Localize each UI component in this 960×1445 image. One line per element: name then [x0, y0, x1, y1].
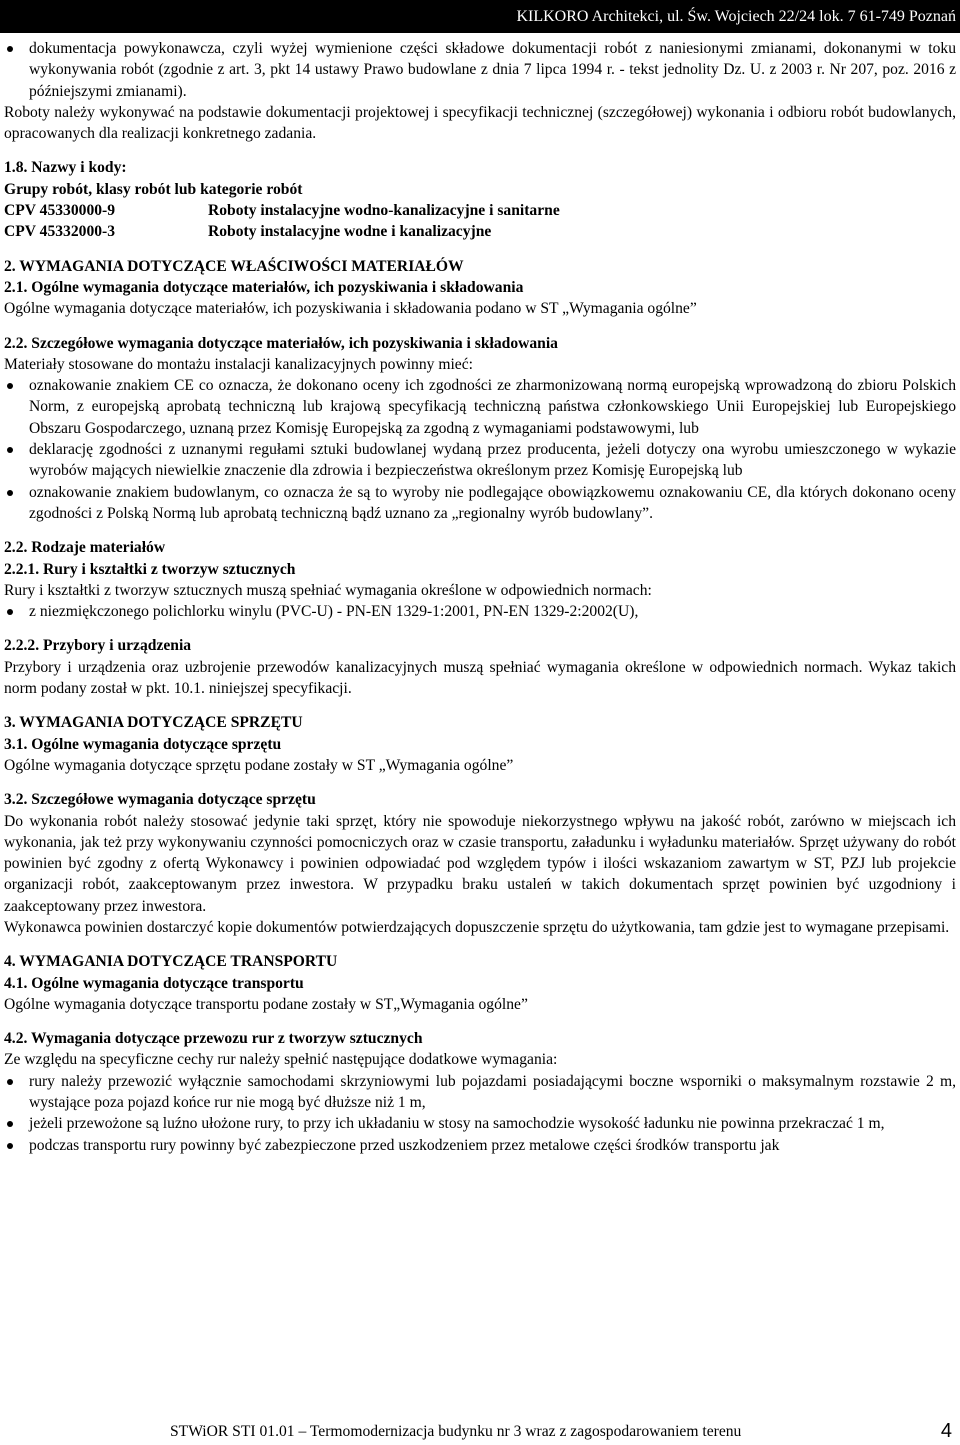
- cpv-row: [4, 200, 956, 221]
- section-1-8-subtitle: Grupy robót, klasy robót lub kategorie robót: [4, 180, 303, 198]
- section-3-2-heading: 3.2. Szczegółowe wymagania dotyczące sprzętu: [4, 791, 316, 809]
- section-2-heading: 2. WYMAGANIA DOTYCZĄCE WŁAŚCIWOŚCI MATERIAŁÓW: [4, 257, 464, 275]
- cpv-code: CPV 45330000-9: [4, 202, 116, 220]
- section-4-1-heading: 4.1. Ogólne wymagania dotyczące transportu: [4, 974, 304, 992]
- cpv-code: CPV 45332000-3: [4, 223, 116, 241]
- section-2-2-1-text: Rury i kształtki z tworzyw sztucznych muszą spełniać wymagania określone w odpowiednich normach:: [4, 581, 652, 599]
- list-item: oznakowanie znakiem budowlanym, co oznacza że są to wyroby nie podlegające obowiązkowemu oznakowaniu CE, dla których dokonano oceny zgodności z Polską Normą lub aprobatą techniczną bądź uznano za „regionalny wyrób budowlany”.: [4, 482, 956, 525]
- intro-list: [4, 38, 956, 102]
- section-3-2-text: Do wykonania robót należy stosować jedynie taki sprzęt, który nie spowoduje niekorzystnego wpływu na jakość robót, zarówno w miejscach ich wykonania, jak też przy wykonywaniu czynności pomocniczych oraz w czasie transportu, załadunku i wyładunku materiałów. Sprzęt używany do robót powinien być zgodny z ofertą Wykonawcy i powinien odpowiadać pod względem typów i ilości wskazaniom zawartym w ST, PZJ lub projekcie organizacji robót, zaakceptowanym przez inwestora. W przypadku braku ustaleń w takich dokumentach sprzęt powinien być uzgodniony i zaakceptowany przez inwestora.: [4, 812, 956, 915]
- section-4-2-list: [4, 1071, 956, 1156]
- list-item: podczas transportu rury powinny być zabezpieczone przed uszkodzeniem przez metalowe części środków transportu jak: [4, 1135, 956, 1156]
- section-2-2-1-list: [4, 601, 956, 622]
- section-2-2-heading: 2.2. Szczegółowe wymagania dotyczące materiałów, ich pozyskiwania i składowania: [4, 334, 558, 352]
- section-3-heading: 3. WYMAGANIA DOTYCZĄCE SPRZĘTU: [4, 714, 303, 732]
- list-item: dokumentacja powykonawcza, czyli wyżej wymienione części składowe dokumentacji robót z naniesionymi zmianami, dokonanymi w toku wykonywania robót (zgodnie z art. 3, pkt 14 ustawy Prawo budowlane z dnia 7 lipca 1994 r. - tekst jednolity Dz. U. z 2003 r. Nr 207, poz. 2016 z późniejszymi zmianami).: [4, 38, 956, 102]
- section-2-1-text: Ogólne wymagania dotyczące materiałów, ich pozyskiwania i składowania podano w ST „Wymagania ogólne”: [4, 300, 697, 318]
- page-footer: [0, 1418, 960, 1445]
- document-body: [4, 38, 956, 1156]
- section-4-2-intro: Ze względu na specyficzne cechy rur należy spełnić następujące dodatkowe wymagania:: [4, 1051, 558, 1069]
- section-2-2-1-heading: 2.2.1. Rury i kształtki z tworzyw sztucznych: [4, 560, 296, 578]
- list-item: rury należy przewozić wyłącznie samochodami skrzyniowymi lub pojazdami posiadającymi boczne wsporniki o maksymalnym rozstawie 2 m, wystające poza pojazd końce rur nie mogą być dłuższe niż 1 m,: [4, 1071, 956, 1114]
- page-header: KILKORO Architekci, ul. Św. Wojciech 22/24 lok. 7 61-749 Poznań: [0, 0, 960, 33]
- section-1-8-heading: 1.8. Nazwy i kody:: [4, 159, 127, 177]
- cpv-description: Roboty instalacyjne wodne i kanalizacyjne: [208, 223, 492, 241]
- section-2-2-2-heading: 2.2.2. Przybory i urządzenia: [4, 637, 192, 655]
- section-2-2-intro: Materiały stosowane do montażu instalacji kanalizacyjnych powinny mieć:: [4, 355, 473, 373]
- section-2-2-list: [4, 375, 956, 524]
- intro-paragraph: Roboty należy wykonywać na podstawie dokumentacji projektowej i specyfikacji technicznej (szczegółowej) wykonania i odbioru robót budowlanych, opracowanych dla realizacji konkretnego zadania.: [4, 103, 956, 143]
- section-rodzaje-heading: 2.2. Rodzaje materiałów: [4, 539, 166, 557]
- section-3-1-text: Ogólne wymagania dotyczące sprzętu podane zostały w ST „Wymagania ogólne”: [4, 756, 514, 774]
- footer-text: STWiOR STI 01.01 – Termomodernizacja budynku nr 3 wraz z zagospodarowaniem terenu: [170, 1423, 742, 1440]
- list-item: jeżeli przewożone są luźno ułożone rury, to przy ich układaniu w stosy na samochodzie wysokość ładunku nie powinna przekraczać 1 m,: [4, 1113, 956, 1134]
- section-3-1-heading: 3.1. Ogólne wymagania dotyczące sprzętu: [4, 735, 282, 753]
- list-item: deklarację zgodności z uznanymi regułami sztuki budowlanej wydaną przez producenta, jeżeli dotyczy ona wyrobu umieszczonego w wykazie wyrobów mających niewielkie znaczenie dla zdrowia i bezpieczeństwa określonym przez Komisję Europejską lub: [4, 439, 956, 482]
- list-item: oznakowanie znakiem CE co oznacza, że dokonano oceny ich zgodności ze zharmonizowaną normą europejską wprowadzoną do zbioru Polskich Norm, z europejską aprobatą techniczną lub krajową specyfikacją techniczną państwa członkowskiego Unii Europejskiej lub Europejskiego Obszaru Gospodarczego, uznaną przez Komisję Europejską za zgodną z wymaganiami podstawowymi, lub: [4, 375, 956, 439]
- cpv-codes: [4, 200, 956, 243]
- section-4-1-text: Ogólne wymagania dotyczące transportu podane zostały w ST„Wymagania ogólne”: [4, 995, 528, 1013]
- page-number: 4: [940, 1420, 952, 1442]
- section-2-1-heading: 2.1. Ogólne wymagania dotyczące materiałów, ich pozyskiwania i składowania: [4, 278, 524, 296]
- list-item: z niezmiękczonego polichlorku winylu (PVC-U) - PN-EN 1329-1:2001, PN-EN 1329-2:2002(U),: [4, 601, 956, 622]
- section-4-heading: 4. WYMAGANIA DOTYCZĄCE TRANSPORTU: [4, 953, 338, 971]
- section-3-2-text-2: Wykonawca powinien dostarczyć kopie dokumentów potwierdzających dopuszczenie sprzętu do użytkowania, tam gdzie jest to wymagane przepisami.: [4, 918, 950, 936]
- section-2-2-2-text: Przybory i urządzenia oraz uzbrojenie przewodów kanalizacyjnych muszą spełniać wymagania określone w odpowiednich normach. Wykaz takich norm podany został w pkt. 10.1. niniejszej specyfikacji.: [4, 658, 956, 698]
- cpv-row: [4, 221, 956, 242]
- section-4-2-heading: 4.2. Wymagania dotyczące przewozu rur z tworzyw sztucznych: [4, 1030, 423, 1048]
- cpv-description: Roboty instalacyjne wodno-kanalizacyjne i sanitarne: [208, 202, 560, 220]
